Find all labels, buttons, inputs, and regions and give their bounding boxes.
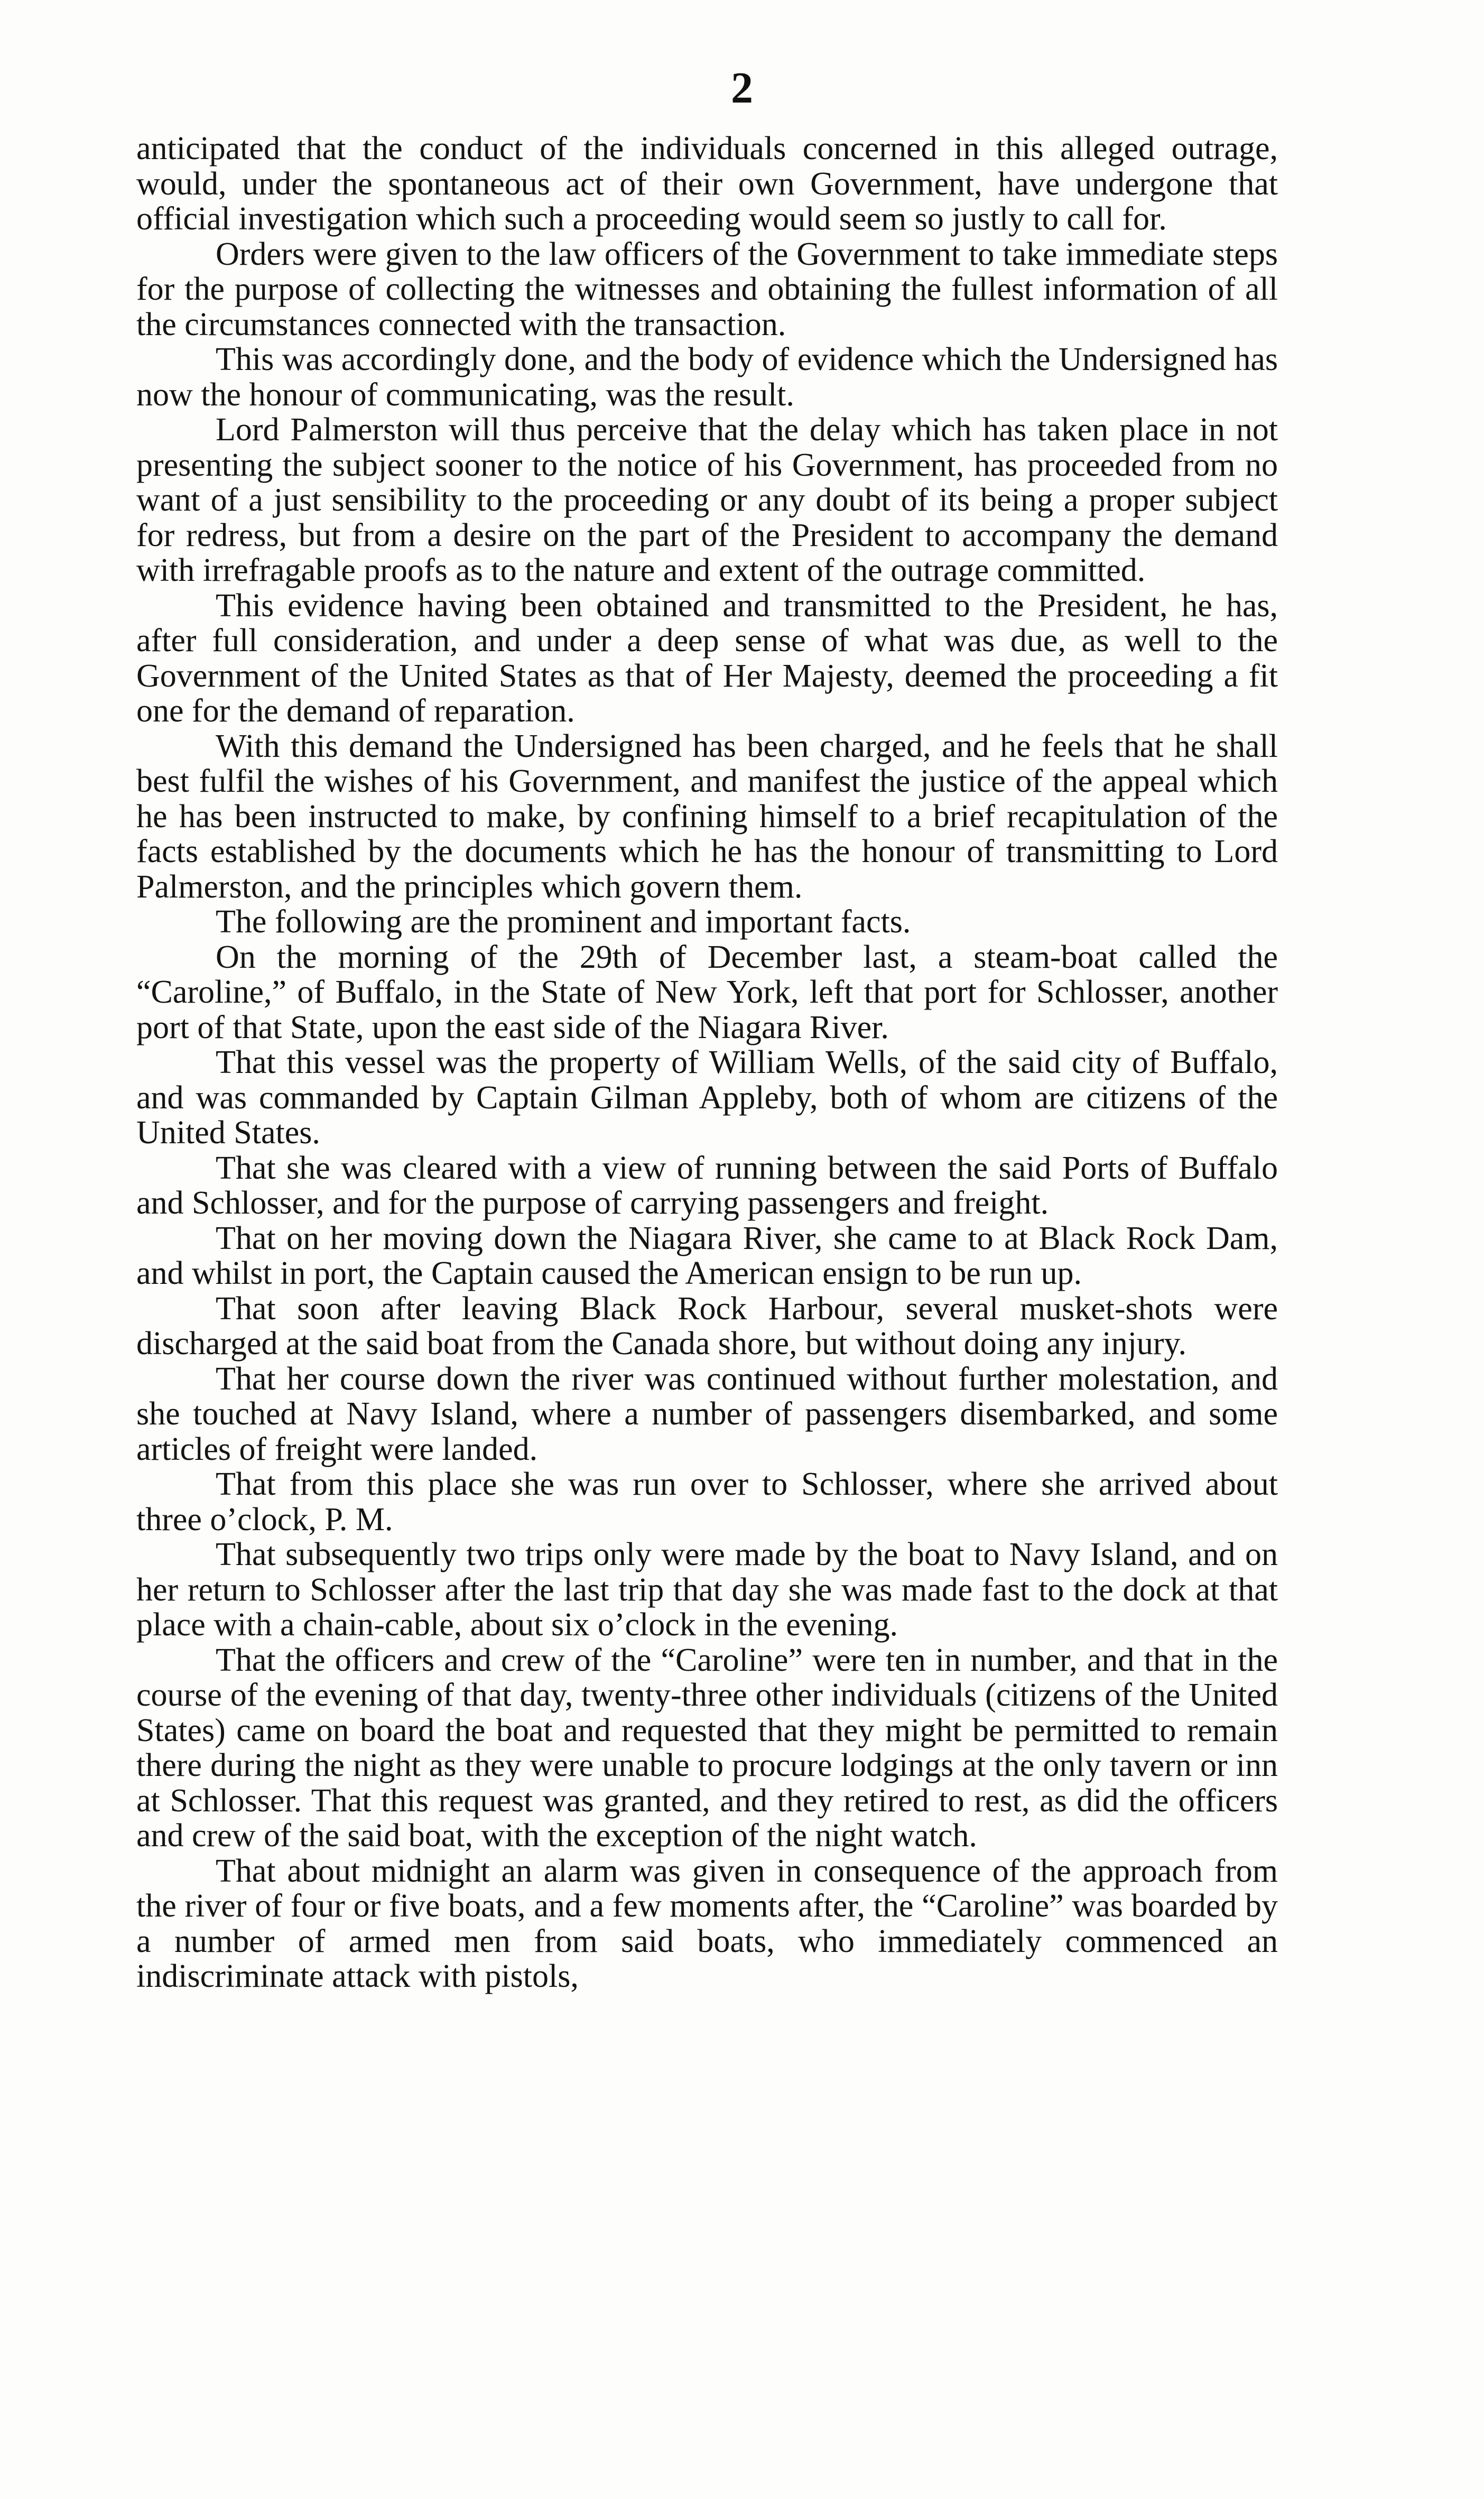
- body-text: [136, 131, 1278, 1994]
- paragraph-facts-intro: The following are the prominent and important facts.: [216, 904, 911, 940]
- paragraph-midnight-attack: That about midnight an alarm was given in consequence of the approach from the river of four or five boats, and a few moments after, the “Caroline” was boarded by a number of armed men from said boats, who immediately commenced an indiscriminate attack with pistols,: [136, 1853, 1278, 1994]
- paragraph-continuation: anticipated that the conduct of the individuals concerned in this alleged outrage, would, under the spontaneous act of their own Government, have undergone that official investigation which such a proceeding would seem so justly to call for.: [136, 131, 1278, 237]
- paragraph-vessel-ownership: That this vessel was the property of William Wells, of the said city of Buffalo, and was commanded by Captain Gilman Appleby, both of whom are citizens of the United States.: [136, 1044, 1278, 1151]
- paragraph-demand-reparation: This evidence having been obtained and transmitted to the President, he has, after full consideration, and under a deep sense of what was due, as well to the Government of the United States as that of Her Majesty, deemed the proceeding a fit one for the demand of reparation.: [136, 587, 1278, 729]
- paragraph-black-rock: That on her moving down the Niagara River, she came to at Black Rock Dam, and whilst in port, the Captain caused the American ensign to be run up.: [136, 1220, 1278, 1291]
- paragraph-trips: That subsequently two trips only were made by the boat to Navy Island, and on her return to Schlosser after the last trip that day she was made fast to the dock at that place with a chain-cable, about six o’clock in the evening.: [136, 1537, 1278, 1643]
- paragraph-orders: Orders were given to the law officers of the Government to take immediate steps for the purpose of collecting the witnesses and obtaining the fullest information of all the circumstances connected with the transaction.: [136, 236, 1278, 343]
- paragraph-recapitulation: With this demand the Undersigned has been charged, and he feels that he shall best fulfil the wishes of his Government, and manifest the justice of the appeal which he has been instructed to make, by confining himself to a brief recapitulation of the facts established by the documents which he has the honour of transmitting to Lord Palmerston, and the principles which govern them.: [136, 728, 1278, 905]
- page-number: 2: [731, 63, 753, 113]
- paragraph-delay-explanation: Lord Palmerston will thus perceive that the delay which has taken place in not presenting the subject sooner to the notice of his Government, has proceeded from no want of a just sensibility to the proceeding or any doubt of its being a proper subject for redress, but from a desire on the part of the President to accompany the demand with irrefragable proofs as to the nature and extent of the outrage committed.: [136, 412, 1278, 588]
- paragraph-evidence-result: This was accordingly done, and the body of evidence which the Undersigned has now the honour of communicating, was the result.: [136, 341, 1278, 413]
- paragraph-musket-shots: That soon after leaving Black Rock Harbour, several musket-shots were discharged at the said boat from the Canada shore, but without doing any injury.: [136, 1290, 1278, 1362]
- paragraph-clearance: That she was cleared with a view of running between the said Ports of Buffalo and Schlosser, and for the purpose of carrying passengers and freight.: [136, 1150, 1278, 1221]
- paragraph-navy-island: That her course down the river was continued without further molestation, and she touched at Navy Island, where a number of passengers disembarked, and some articles of freight were landed.: [136, 1360, 1278, 1467]
- paragraph-schlosser-arrival: That from this place she was run over to Schlosser, where she arrived about three o’clock, P. M.: [136, 1466, 1278, 1538]
- paragraph-caroline-departure: On the morning of the 29th of December last, a steam-boat called the “Caroline,” of Buffalo, in the State of New York, left that port for Schlosser, another port of that State, upon the east side of the Niagara River.: [136, 939, 1278, 1045]
- paragraph-crew-passengers: That the officers and crew of the “Caroline” were ten in number, and that in the course of the evening of that day, twenty-three other individuals (citizens of the United States) came on board the boat and requested that they might be permitted to remain there during the night as they were unable to procure lodgings at the only tavern or inn at Schlosser. That this request was granted, and they retired to rest, as did the officers and crew of the said boat, with the exception of the night watch.: [136, 1642, 1278, 1854]
